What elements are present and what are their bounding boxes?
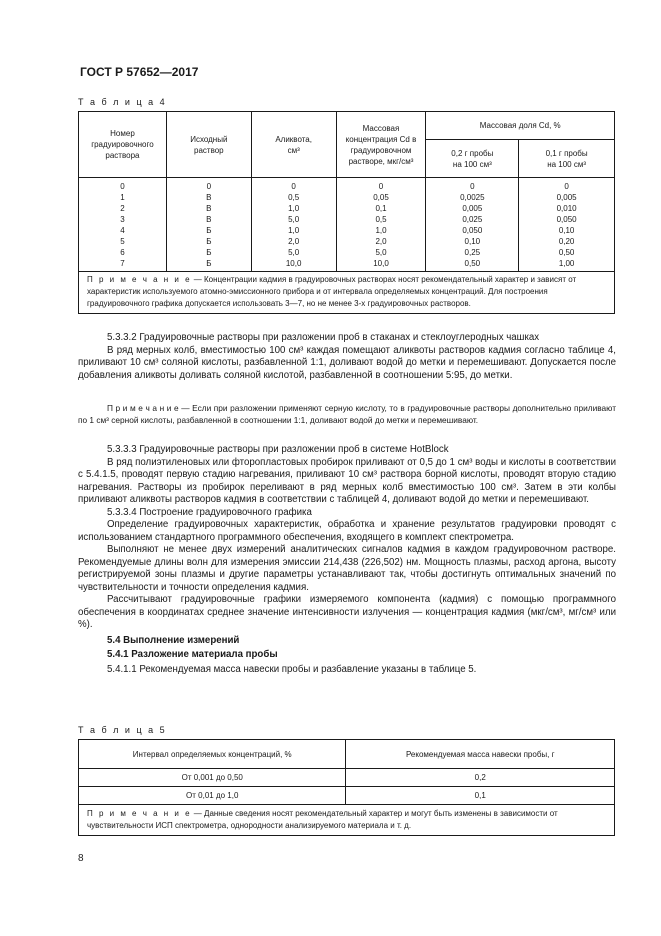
table4-header-mass-fraction: Массовая доля Cd, % [426, 112, 615, 140]
table4-caption: Т а б л и ц а 4 [78, 97, 167, 107]
section-5333-paragraph: В ряд полиэтиленовых или фторопластовых пробирок приливают от 0,5 до 1 см³ воды и кислоты в соответствии с 5.4.1.5, проводят первую стадию нагревания, приливают 10 см³ раствора борной кислоты, проводят вторую стадию нагревания. Растворы из пробирок переливают в ряд мерных колб вместимостью 100 см³. Затем в эти колбы приливают аликвоты растворов кадмия в соответствии с таблицей 4, доливают водой до метки и перемешивают. [78, 456, 616, 505]
table5-cell-interval: От 0,001 до 0,50 [79, 769, 346, 787]
section-5332 [78, 332, 616, 382]
table5-cell-mass: 0,2 [346, 769, 615, 787]
section-5332-note [78, 402, 616, 426]
table4-header-initial: Исходный раствор [166, 112, 251, 178]
section-54-title: 5.4 Выполнение измерений [107, 634, 240, 646]
table5-header-interval: Интервал определяемых концентраций, % [79, 740, 346, 769]
section-5411-text: 5.4.1.1 Рекомендуемая масса навески пробы и разбавление указаны в таблице 5. [107, 663, 477, 675]
table4-col-aliquot: 0 0,5 1,0 5,0 1,0 2,0 5,0 10,0 [251, 178, 336, 272]
table4-header-sub2: 0,1 г пробы на 100 см³ [519, 140, 615, 178]
section-5334-title: 5.3.3.4 Построение градуировочного графика [107, 506, 312, 518]
table4-header-sub1: 0,2 г пробы на 100 см³ [426, 140, 519, 178]
table4-note: П р и м е ч а н и е — Концентрации кадмия в градуировочных растворах носят рекомендательный характер и зависят от характеристик используемого атомно-эмиссионного прибора и от интервала определяемых концентраций. Для построения градуировочного графика допускается использовать 3—7, но не менее 3-х градуировочных растворов. [79, 272, 615, 314]
section-5332-title: 5.3.3.2 Градуировочные растворы при разложении проб в стаканах и стеклоуглеродных чашках [107, 332, 540, 343]
table4-col-concentration: 0 0,05 0,1 0,5 1,0 2,0 5,0 10,0 [336, 178, 426, 272]
table5-header-mass: Рекомендуемая масса навески пробы, г [346, 740, 615, 769]
section-5334-paragraph-1: Определение градуировочных характеристик, обработка и хранение результатов градуировки проводят с использованием стандартного программного обеспечения, входящего в комплект спектрометра. [78, 519, 616, 543]
section-5334-paragraph-2: Выполняют не менее двух измерений аналитических сигналов кадмия в каждом градуировочном растворе. Рекомендуемые длины волн для измерения эмиссии 214,438 (226,502) нм. Мощность плазмы, расход аргона, высоту регистрируемой зоны плазмы и другие параметры устанавливают так, чтобы достигнуть оптимальных значений по чувствительности и точности определения кадмия. [78, 544, 616, 593]
section-5332-note-label: П р и м е ч а н и е [107, 403, 179, 413]
table5-note: П р и м е ч а н и е — Данные сведения носят рекомендательный характер и могут быть изменены в зависимости от чувствительности ИСП спектрометра, однородности анализируемого материала и т. д. [79, 805, 615, 836]
table4-col-mass-fraction-2: 0 0,005 0,010 0,050 0,10 0,20 0,50 1,00 [519, 178, 615, 272]
table4-header-aliquot: Аликвота, см³ [251, 112, 336, 178]
section-5333 [78, 444, 616, 676]
table-row [79, 769, 615, 787]
section-5332-note-text: — Если при разложении применяют серную кислоту, то в градуировочные растворы дополнительно приливают по 1 см³ серной кислоты, разбавленной в соотношении 1:1, доливают водой до метки и перемешивают. [78, 403, 616, 425]
section-5334-paragraph-3: Рассчитывают градуировочные графики измеряемого компонента (кадмия) с помощью программного обеспечения в координатах среднее значение интенсивности излучения — концентрация кадмия (мкг/см³, мг/см³ или %). [78, 594, 616, 630]
table5-caption: Т а б л и ц а 5 [78, 725, 167, 735]
table4-col-mass-fraction-1: 0 0,0025 0,005 0,025 0,050 0,10 0,25 0,50 [426, 178, 519, 272]
document-header: ГОСТ Р 57652—2017 [80, 65, 199, 79]
section-541-title: 5.4.1 Разложение материала пробы [107, 649, 278, 660]
table4-header-concentration: Массовая концентрация Cd в градуировочном растворе, мкг/см³ [336, 112, 426, 178]
table5-cell-interval: От 0,01 до 1,0 [79, 787, 346, 805]
section-5333-title: 5.3.3.3 Градуировочные растворы при разложении проб в системе HotBlock [107, 444, 449, 455]
table5-cell-mass: 0,1 [346, 787, 615, 805]
table5 [78, 739, 615, 836]
table4-header-number: Номер градуировочного раствора [79, 112, 167, 178]
table4-col-initial: 0 В В В Б Б Б Б [166, 178, 251, 272]
table4-col-number: 0 1 2 3 4 5 6 7 [79, 178, 167, 272]
page-number: 8 [78, 853, 84, 864]
section-5332-paragraph: В ряд мерных колб, вместимостью 100 см³ каждая помещают аликвоты растворов кадмия согласно таблице 4, приливают 10 см³ соляной кислоты, разбавленной 1:1, доливают водой до метки и перемешивают. Допускается после добавления аликвоты доливать соляной кислотой, разбавленной в соотношении 5:95, до метки. [78, 344, 616, 381]
table-row [79, 787, 615, 805]
table4 [78, 111, 615, 314]
